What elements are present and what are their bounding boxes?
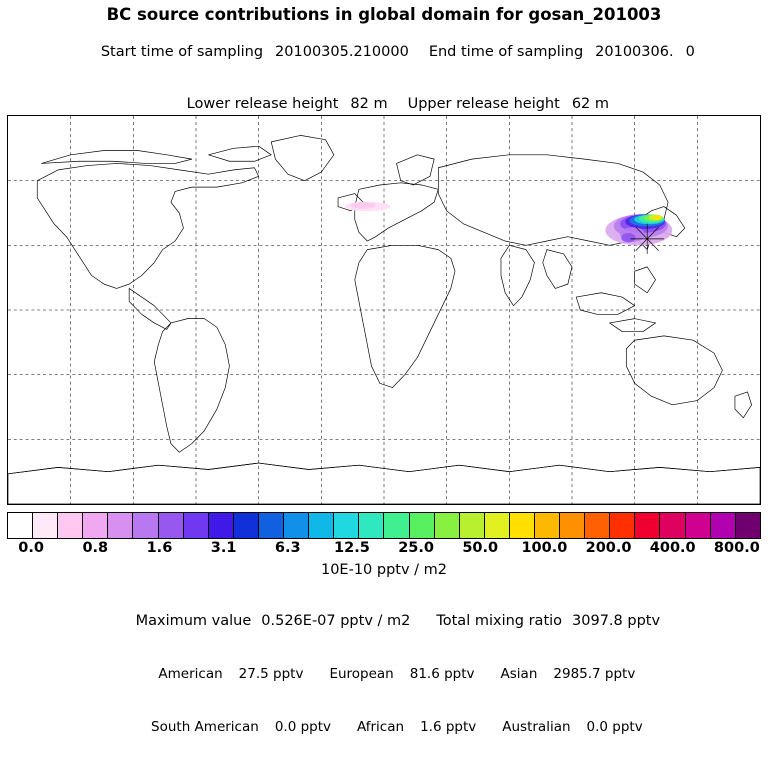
colorbar-cell-28 <box>711 513 736 538</box>
colorbar-cell-23 <box>585 513 610 538</box>
colorbar-cell-2 <box>58 513 83 538</box>
colorbar-cell-8 <box>209 513 234 538</box>
region-value-african: 1.6 pptv <box>420 719 477 735</box>
colorbar-units-label: 10E-10 pptv / m2 <box>320 562 448 578</box>
region-value-australian: 0.0 pptv <box>586 719 643 735</box>
colorbar-cell-18 <box>460 513 485 538</box>
colorbar-tick-9: 200.0 <box>585 540 632 556</box>
colorbar-cell-1 <box>33 513 58 538</box>
max-value-label: Maximum value <box>135 613 252 629</box>
colorbar-tick-0: 0.0 <box>18 540 44 556</box>
start-time-label: Start time of sampling <box>100 44 264 60</box>
colorbar-tick-5: 12.5 <box>334 540 370 556</box>
statistics-block <box>0 594 768 751</box>
colorbar-tick-6: 25.0 <box>398 540 434 556</box>
region-value-asian: 2985.7 pptv <box>553 666 636 682</box>
total-mixing-ratio-label: Total mixing ratio <box>436 613 563 629</box>
end-time-label: End time of sampling <box>428 44 584 60</box>
upper-release-value: 62 m <box>571 96 609 112</box>
colorbar-cell-29 <box>736 513 760 538</box>
region-label-american: American <box>158 666 223 682</box>
colorbar-tick-4: 6.3 <box>274 540 301 556</box>
colorbar-tick-7: 50.0 <box>462 540 499 556</box>
colorbar-cell-24 <box>610 513 635 538</box>
region-label-south-american: South American <box>151 719 259 735</box>
region-value-european: 81.6 pptv <box>409 666 475 682</box>
stats-row-north <box>0 650 768 698</box>
colorbar-cell-3 <box>83 513 108 538</box>
colorbar-cell-12 <box>309 513 334 538</box>
region-label-african: African <box>357 719 405 735</box>
colorbar-cell-21 <box>535 513 560 538</box>
stats-row-totals <box>0 597 768 645</box>
total-mixing-ratio-value: 3097.8 pptv <box>572 613 661 629</box>
colorbar-cell-26 <box>660 513 685 538</box>
upper-release-label: Upper release height <box>407 96 560 112</box>
colorbar-tick-labels <box>7 540 761 560</box>
end-time-value: 20100306. <box>595 44 674 60</box>
colorbar-cell-11 <box>284 513 309 538</box>
end-time-value-extra: 0 <box>685 44 695 60</box>
region-value-south-american: 0.0 pptv <box>274 719 331 735</box>
region-value-american: 27.5 pptv <box>238 666 304 682</box>
plume-overlay <box>344 202 672 254</box>
colorbar-tick-2: 1.6 <box>146 540 173 556</box>
colorbar-cell-27 <box>686 513 711 538</box>
lower-release-value: 82 m <box>350 96 388 112</box>
colorbar-cell-13 <box>334 513 359 538</box>
plume-european <box>344 202 390 211</box>
colorbar-tick-3: 3.1 <box>210 540 237 556</box>
lower-release-label: Lower release height <box>186 96 339 112</box>
colorbar-cell-22 <box>560 513 585 538</box>
start-time-value: 20100305.210000 <box>275 44 409 60</box>
colorbar-cell-6 <box>159 513 184 538</box>
colorbar-cell-17 <box>435 513 460 538</box>
sampling-time-line <box>0 28 768 76</box>
region-label-european: European <box>329 666 394 682</box>
colorbar-cell-14 <box>359 513 384 538</box>
colorbar-cell-25 <box>635 513 660 538</box>
plume-asian <box>605 214 672 245</box>
world-map <box>8 116 760 504</box>
colorbar-tick-8: 100.0 <box>521 540 568 556</box>
colorbar-tick-1: 0.8 <box>82 540 109 556</box>
page-title: BC source contributions in global domain for gosan_201003 <box>106 5 662 24</box>
colorbar-cell-10 <box>259 513 284 538</box>
colorbar-cell-9 <box>234 513 259 538</box>
map-panel <box>7 115 761 505</box>
region-label-asian: Asian <box>500 666 538 682</box>
map-gridlines <box>8 116 760 504</box>
colorbar-cell-5 <box>133 513 158 538</box>
region-label-australian: Australian <box>502 719 571 735</box>
colorbar-tick-11: 800.0 <box>713 540 760 556</box>
colorbar-section <box>7 512 761 578</box>
colorbar-cell-16 <box>410 513 435 538</box>
colorbar-cell-15 <box>384 513 409 538</box>
colorbar-cell-19 <box>485 513 510 538</box>
colorbar-cell-0 <box>8 513 33 538</box>
max-value-value: 0.526E-07 pptv / m2 <box>261 613 411 629</box>
stats-row-south <box>0 703 768 751</box>
colorbar <box>7 512 761 539</box>
colorbar-cell-7 <box>184 513 209 538</box>
colorbar-cell-20 <box>510 513 535 538</box>
colorbar-cell-4 <box>108 513 133 538</box>
colorbar-tick-10: 400.0 <box>649 540 696 556</box>
